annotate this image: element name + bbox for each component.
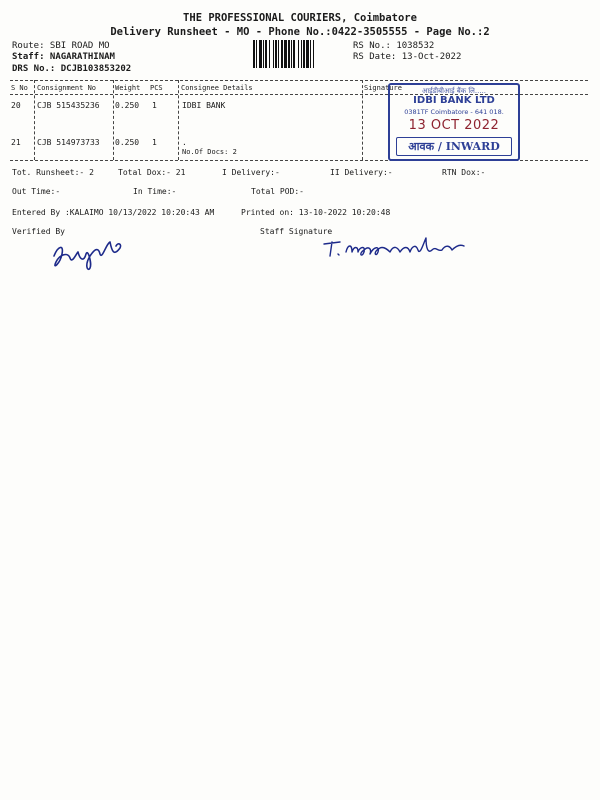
col-divider [178,80,179,160]
table-cell-consignment: CJB 515435236 [37,101,100,110]
table-cell-weight: 0.250 [115,138,140,147]
in-time: In Time:- [133,187,177,196]
route-label: Route: SBI ROAD MO [12,41,110,51]
header-consignment: Consignment No [37,84,97,92]
i-delivery: I Delivery:- [222,168,280,177]
col-divider [113,80,114,160]
table-cell-pcs: 1 [152,138,157,147]
header-sno: S No [11,84,28,92]
stamp-date: 13 OCT 2022 [408,118,500,133]
out-time: Out Time:- [12,187,61,196]
rs-number: RS No.: 1038532 [353,41,435,51]
barcode [253,40,345,68]
company-title: THE PROFESSIONAL COURIERS, Coimbatore [183,12,417,24]
no-of-docs: No.Of Docs: 2 [182,148,237,156]
table-cell-sno: 20 [11,101,21,110]
header-pcs: PCS [150,84,163,92]
table-cell-consignee: . [182,138,187,147]
verifier-signature [50,234,130,274]
total-pod: Total POD:- [251,187,304,196]
stamp-bank-name: IDBI BANK LTD [413,95,495,106]
table-cell-consignment: CJB 514973733 [37,138,100,147]
staff-label: Staff: NAGARATHINAM [12,52,115,62]
staff-signature [318,232,484,262]
rtn-dox: RTN Dox:- [442,168,486,177]
staff-signature-label: Staff Signature [260,227,333,236]
header-signature: Signature [364,84,402,92]
stamp-address: 0381TF Coimbatore - 641 018. [404,108,504,116]
col-divider [362,80,363,160]
bank-inward-stamp [388,83,520,161]
verified-by-label: Verified By [12,227,65,236]
runsheet-subtitle: Delivery Runsheet - MO - Phone No.:0422-3505555 - Page No.:2 [110,26,490,38]
rs-date: RS Date: 13-Oct-2022 [353,52,462,62]
table-cell-sno: 21 [11,138,21,147]
stamp-inward: आवक / INWARD [396,137,512,156]
table-cell-consignee: IDBI BANK [182,101,226,110]
table-cell-weight: 0.250 [115,101,140,110]
ii-delivery: II Delivery:- [330,168,393,177]
printed-on: Printed on: 13-10-2022 10:20:48 [241,208,391,217]
table-cell-pcs: 1 [152,101,157,110]
entered-by: Entered By :KALAIMO 10/13/2022 10:20:43 AM [12,208,215,217]
header-consignee: Consignee Details [181,84,253,92]
stamp-hindi-text: आईडीबीआई बैंक लि..... [421,87,487,95]
total-dox: Total Dox:- 21 [118,168,186,177]
col-divider [34,80,35,160]
table-top-rule [10,80,588,81]
drs-number: DRS No.: DCJB103853202 [12,64,132,74]
tot-runsheet: Tot. Runsheet:- 2 [12,168,94,177]
header-weight: Weight [115,84,141,92]
